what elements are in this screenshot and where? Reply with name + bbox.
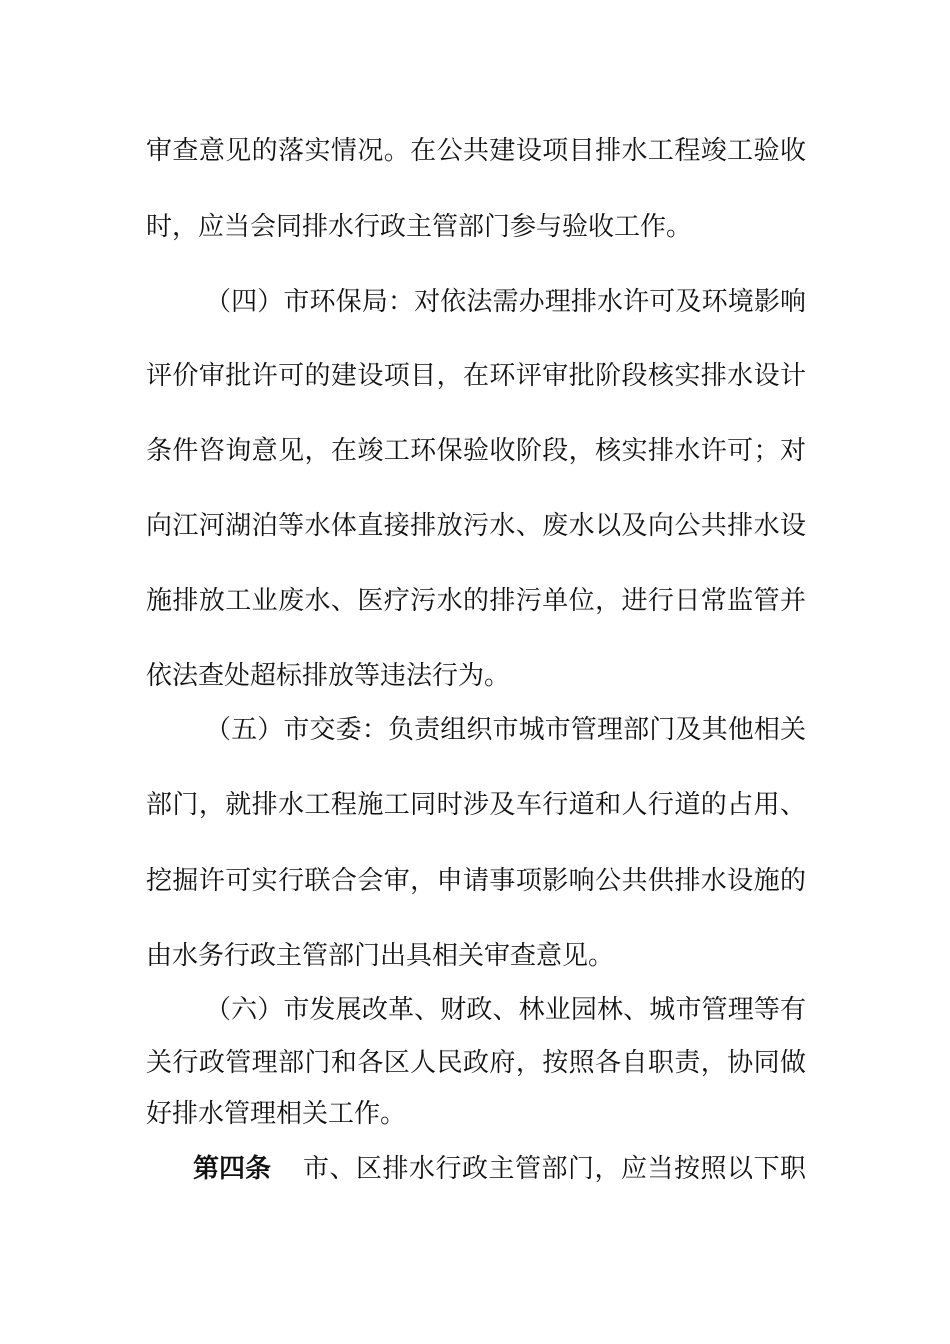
paragraph-line: 关行政管理部门和各区人民政府，按照各自职责，协同做 xyxy=(146,1048,806,1078)
paragraph-line: 部门，就排水工程施工同时涉及车行道和人行道的占用、 xyxy=(146,790,806,820)
article-text: 市、区排水行政主管部门，应当按照以下职 xyxy=(303,1154,806,1184)
paragraph-line: （五）市交委：负责组织市城市管理部门及其他相关 xyxy=(205,715,806,745)
paragraph-line: 时，应当会同排水行政主管部门参与验收工作。 xyxy=(146,212,693,242)
paragraph-line: 挖掘许可实行联合会审，申请事项影响公共供排水设施的 xyxy=(146,866,806,896)
paragraph-line: 向江河湖泊等水体直接排放污水、废水以及向公共排水设 xyxy=(146,511,806,541)
paragraph-line: （六）市发展改革、财政、林业园林、城市管理等有 xyxy=(205,995,806,1025)
paragraph-line: 好排水管理相关工作。 xyxy=(146,1099,407,1129)
paragraph-line: 审查意见的落实情况。在公共建设项目排水工程竣工验收 xyxy=(146,136,806,166)
paragraph-line: 依法查处超标排放等违法行为。 xyxy=(146,661,511,691)
paragraph-line: 条件咨询意见，在竣工环保验收阶段，核实排水许可；对 xyxy=(146,436,806,466)
paragraph-line: 评价审批许可的建设项目，在环评审批阶段核实排水设计 xyxy=(146,361,806,391)
paragraph-line: （四）市环保局：对依法需办理排水许可及环境影响 xyxy=(205,287,806,317)
paragraph-line: 施排放工业废水、医疗污水的排污单位，进行日常监管并 xyxy=(146,586,806,616)
article-label: 第四条 xyxy=(193,1154,272,1184)
paragraph-line: 由水务行政主管部门出具相关审查意见。 xyxy=(146,941,615,971)
